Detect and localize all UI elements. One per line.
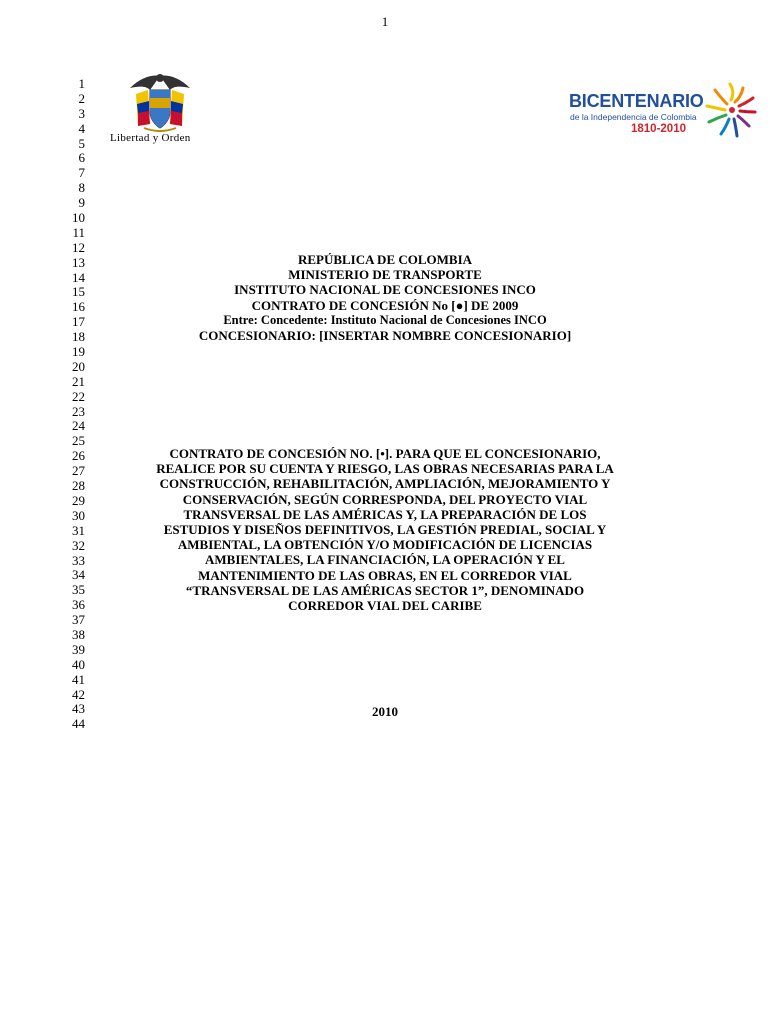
line-number: 33 bbox=[72, 552, 85, 568]
page-number: 1 bbox=[381, 14, 389, 29]
line-number: 36 bbox=[72, 597, 85, 613]
line-number: 16 bbox=[72, 299, 85, 315]
line-number: 40 bbox=[72, 656, 85, 672]
line-number: 31 bbox=[72, 522, 85, 538]
header-institute: INSTITUTO NACIONAL DE CONCESIONES INCO bbox=[234, 282, 536, 298]
line-number: 12 bbox=[72, 239, 85, 255]
line-number: 44 bbox=[72, 716, 85, 732]
line-number: 28 bbox=[72, 478, 85, 494]
header-country: REPÚBLICA DE COLOMBIA bbox=[297, 252, 473, 267]
line-number: 15 bbox=[72, 284, 85, 300]
line-number: 27 bbox=[72, 463, 85, 479]
contract-title-line: MANTENIMIENTO DE LAS OBRAS, EN EL CORREDOR VIAL bbox=[198, 567, 572, 583]
bicentenario-swirl-icon bbox=[701, 78, 759, 144]
line-number: 8 bbox=[78, 180, 85, 196]
contract-title-line: CONTRATO DE CONCESIÓN NO. [•]. PARA QUE EL CONCESIONARIO, bbox=[169, 446, 601, 461]
line-number: 42 bbox=[72, 686, 85, 702]
contract-title-line: AMBIENTAL, LA OBTENCIÓN Y/O MODIFICACIÓN DE LICENCIAS bbox=[177, 537, 593, 553]
contract-title-line: CONSERVACIÓN, SEGÚN CORRESPONDA, DEL PROYECTO VIAL bbox=[182, 491, 588, 507]
contract-title-line: REALICE POR SU CUENTA Y RIESGO, LAS OBRAS NECESARIAS PARA LA bbox=[156, 461, 614, 477]
header-concessionaire: CONCESIONARIO: [INSERTAR NOMBRE CONCESIONARIO] bbox=[198, 328, 572, 344]
bicentenario-subtitle: de la Independencia de Colombia bbox=[570, 112, 697, 122]
line-number: 35 bbox=[72, 582, 85, 598]
line-number: 39 bbox=[72, 641, 85, 657]
contract-title-line: “TRANSVERSAL DE LAS AMÉRICAS SECTOR 1”, DENOMINADO bbox=[185, 582, 585, 598]
bicentenario-title: BICENTENARIO bbox=[569, 91, 704, 111]
bicentenario-years: 1810-2010 bbox=[631, 123, 686, 135]
line-number: 9 bbox=[78, 195, 85, 211]
line-number: 5 bbox=[78, 135, 85, 151]
contract-title-line: ESTUDIOS Y DISEÑOS DEFINITIVOS, LA GESTIÓN PREDIAL, SOCIAL Y bbox=[163, 522, 607, 538]
line-number: 25 bbox=[72, 433, 85, 449]
line-number: 10 bbox=[72, 210, 85, 226]
line-number: 4 bbox=[78, 120, 85, 136]
line-number: 13 bbox=[72, 254, 85, 270]
line-number: 29 bbox=[72, 492, 85, 508]
line-number: 3 bbox=[78, 105, 85, 121]
line-number: 21 bbox=[72, 373, 85, 389]
line-number: 37 bbox=[72, 612, 85, 628]
line-number: 19 bbox=[72, 344, 85, 360]
line-number: 11 bbox=[72, 224, 85, 240]
line-number: 1 bbox=[78, 76, 85, 91]
line-number: 7 bbox=[78, 165, 85, 181]
line-number: 23 bbox=[72, 403, 85, 419]
contract-title-line: CONSTRUCCIÓN, REHABILITACIÓN, AMPLIACIÓN, MEJORAMIENTO Y bbox=[159, 476, 611, 492]
colombia-coat-of-arms-icon bbox=[126, 72, 194, 134]
line-number: 18 bbox=[72, 329, 85, 345]
coat-of-arms-motto: Libertad y Orden bbox=[110, 132, 191, 144]
line-number: 24 bbox=[72, 418, 85, 434]
line-numbers bbox=[40, 77, 85, 732]
contract-title-line: CORREDOR VIAL DEL CARIBE bbox=[288, 598, 482, 614]
contract-title bbox=[110, 446, 660, 613]
line-number: 41 bbox=[72, 671, 85, 687]
line-number: 20 bbox=[72, 358, 85, 374]
line-number: 38 bbox=[72, 626, 85, 642]
line-number: 2 bbox=[78, 90, 85, 106]
line-number: 30 bbox=[72, 507, 85, 523]
document-year: 2010 bbox=[372, 704, 398, 719]
document-header bbox=[110, 252, 660, 343]
contract-title-line: AMBIENTALES, LA FINANCIACIÓN, LA OPERACIÓN Y EL bbox=[205, 552, 565, 568]
header-ministry: MINISTERIO DE TRANSPORTE bbox=[288, 267, 482, 283]
line-number: 32 bbox=[72, 537, 85, 553]
line-number: 22 bbox=[72, 388, 85, 404]
contract-title-line: TRANSVERSAL DE LAS AMÉRICAS Y, LA PREPARACIÓN DE LOS bbox=[183, 506, 587, 522]
line-number: 6 bbox=[78, 150, 85, 166]
line-number: 26 bbox=[72, 448, 85, 464]
bicentenario-logo bbox=[565, 78, 760, 144]
line-number: 17 bbox=[72, 314, 85, 330]
line-number: 14 bbox=[72, 269, 85, 285]
line-number: 34 bbox=[72, 567, 85, 583]
line-number: 43 bbox=[72, 701, 85, 717]
header-contract-number: CONTRATO DE CONCESIÓN No [●] DE 2009 bbox=[251, 297, 519, 313]
header-parties: Entre: Concedente: Instituto Nacional de Concesiones INCO bbox=[223, 312, 547, 327]
